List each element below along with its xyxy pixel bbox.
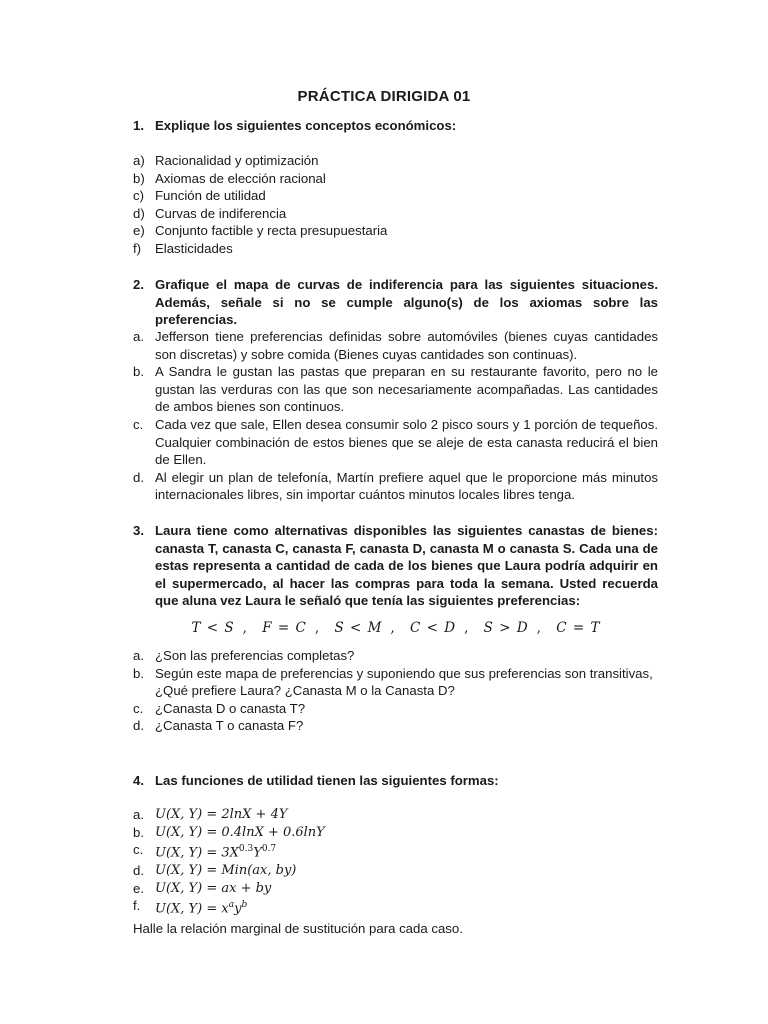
list-item: b. Según este mapa de preferencias y suponiendo que sus preferencias son transitivas, ¿Qué prefiere Laura? ¿Canasta M o la Canasta D?	[133, 665, 653, 699]
list-item: b. U(X, Y) = 0.4lnX + 0.6lnY	[133, 824, 658, 842]
preference-relation: C < D	[410, 620, 456, 636]
list-item: e) Conjunto factible y recta presupuestaria	[133, 223, 388, 239]
question-number: 1.	[133, 118, 144, 133]
question-3-list	[133, 647, 658, 735]
page-title: PRÁCTICA DIRIGIDA 01	[297, 88, 471, 105]
question-number: 2.	[133, 277, 144, 292]
utility-function: U(X, Y) = 2lnX + 4Y	[155, 807, 288, 822]
preference-relation: T < S	[191, 620, 234, 636]
list-item: a) Racionalidad y optimización	[133, 153, 319, 168]
question-text: Explique los siguientes conceptos económicos:	[155, 118, 457, 133]
question-4	[133, 772, 658, 790]
utility-function: U(X, Y) = 0.4lnX + 0.6lnY	[155, 824, 325, 840]
preference-relations: T < S , F = C , S < M , C < D , S > D , C = T	[191, 620, 600, 636]
question-text: Laura tiene como alternativas disponibles las siguientes canastas de bienes: canasta T, canasta C, canasta F, canasta D, canasta M o canasta S. Cada una de estas representa a cantidad de cada de los bienes que Laura podría adquirir en el supermercado, al hacer las compras para toda la semana. Usted recuerda que aluna vez Laura le señaló que tenía las siguientes preferencias:	[155, 523, 658, 609]
question-text: Grafique el mapa de curvas de indiferencia para las siguientes situaciones. Además, señale si no se cumple alguno(s) de los axiomas sobre las preferencias.	[155, 277, 658, 328]
list-item: a. U(X, Y) = 2lnX + 4Y	[133, 806, 658, 824]
preference-relation: F = C	[262, 620, 306, 636]
question-2-list	[133, 328, 658, 504]
question-number: 3.	[133, 523, 144, 538]
list-item: f. U(X, $Y) = x^ay^b$	[133, 897, 658, 918]
list-item: c. ¿Canasta D o canasta T?	[133, 700, 306, 716]
utility-function: U(X, $Y) = x^ay^b$	[155, 900, 248, 917]
utility-function: U(X, Y) = Min(ax, by)	[155, 863, 297, 879]
question-2	[133, 276, 658, 329]
list-item: c) Función de utilidad	[133, 188, 266, 204]
question-text: Las funciones de utilidad tienen las siguientes formas:	[155, 773, 499, 788]
list-item: b) Axiomas de elección racional	[133, 170, 326, 186]
utility-function: U(X, Y) = ax + by	[155, 880, 272, 896]
question-1	[133, 117, 658, 135]
list-item: c. Cada vez que sale, Ellen desea consumir solo 2 pisco sours y 1 porción de tequeños. Cualquier combinación de estos bienes que se aleje de esta canasta reducirá el bien de Ellen.	[133, 416, 658, 468]
list-item: d. Al elegir un plan de telefonía, Martín prefiere aquel que le proporcione más minutos internacionales libres, sin importar cuántos minutos locales libres tenga.	[133, 469, 658, 503]
utility-function: U(X, $Y) = 3X^{0.3}Y^{0.7}$	[155, 844, 277, 861]
list-item: e. U(X, Y) = ax + by	[133, 880, 658, 898]
question-1-list	[133, 152, 658, 258]
list-item: c. U(X, $Y) = 3X^{0.3}Y^{0.7}$	[133, 841, 658, 862]
preference-relation: C = T	[556, 620, 600, 636]
preference-relation: S < M	[334, 620, 382, 636]
list-item: d. ¿Canasta T o canasta F?	[133, 718, 304, 734]
list-item: d) Curvas de indiferencia	[133, 205, 287, 221]
list-item: a. ¿Son las preferencias completas?	[133, 648, 355, 663]
question-4-list	[133, 806, 658, 918]
preference-relation: S > D	[483, 620, 528, 636]
closing-instruction: Halle la relación marginal de sustitución para cada caso.	[133, 921, 463, 936]
list-item: d. U(X, Y) = Min(ax, by)	[133, 862, 658, 880]
list-item: a. Jefferson tiene preferencias definidas sobre automóviles (bienes cuyas cantidades son discretas) y sobre comida (Bienes cuyas cantidades son continuas).	[133, 329, 658, 362]
question-number: 4.	[133, 773, 144, 788]
question-3	[133, 522, 658, 610]
list-item: b. A Sandra le gustan las pastas que preparan en su restaurante favorito, pero no le gustan las verduras con las que son necesariamente acompañadas. Las cantidades de ambos bienes son continuos.	[133, 364, 658, 415]
list-item: f) Elasticidades	[133, 240, 233, 256]
